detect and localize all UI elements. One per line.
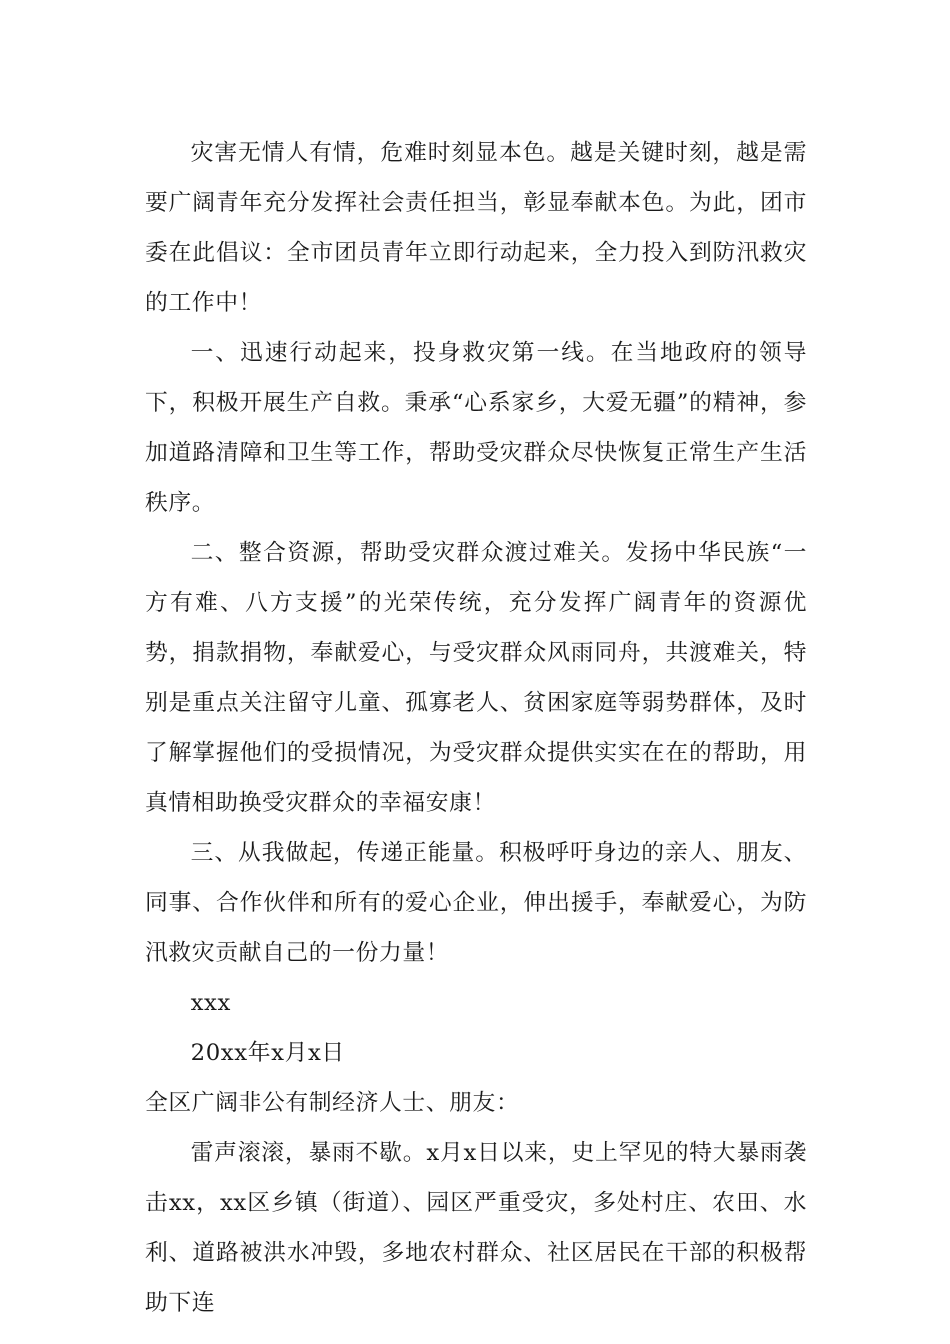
salutation-line: 全区广阔非公有制经济人士、朋友：	[145, 1090, 520, 1116]
paragraph-point-three: 三、从我做起，传递正能量。积极呼吁身边的亲人、朋友、同事、合作伙伴和所有的爱心企业，伸出援手，奉献爱心，为防汛救灾贡献自己的一份力量！	[145, 840, 807, 966]
document-body	[145, 128, 807, 1328]
paragraph-second-letter: 雷声滚滚，暴雨不歇。x月x日以来，史上罕见的特大暴雨袭击xx，xx区乡镇（街道）、园区严重受灾，多处村庄、农田、水利、道路被洪水冲毁，多地农村群众、社区居民在干部的积极帮助下连	[145, 1140, 807, 1316]
date-line: 20xx年x月x日	[190, 1040, 345, 1066]
paragraph-point-one: 一、迅速行动起来，投身救灾第一线。在当地政府的领导下，积极开展生产自救。秉承“心系家乡，大爱无疆”的精神，参加道路清障和卫生等工作，帮助受灾群众尽快恢复正常生产生活秩序。	[145, 340, 807, 516]
paragraph-intro: 灾害无情人有情，危难时刻显本色。越是关键时刻，越是需要广阔青年充分发挥社会责任担当，彰显奉献本色。为此，团市委在此倡议：全市团员青年立即行动起来，全力投入到防汛救灾的工作中！	[145, 140, 807, 316]
paragraph-point-two: 二、整合资源，帮助受灾群众渡过难关。发扬中华民族“一方有难、八方支援”的光荣传统，充分发挥广阔青年的资源优势，捐款捐物，奉献爱心，与受灾群众风雨同舟，共渡难关，特别是重点关注留守儿童、孤寡老人、贫困家庭等弱势群体，及时了解掌握他们的受损情况，为受灾群众提供实实在在的帮助，用真情相助换受灾群众的幸福安康！	[145, 540, 807, 816]
signature-line: xxx	[190, 990, 231, 1016]
